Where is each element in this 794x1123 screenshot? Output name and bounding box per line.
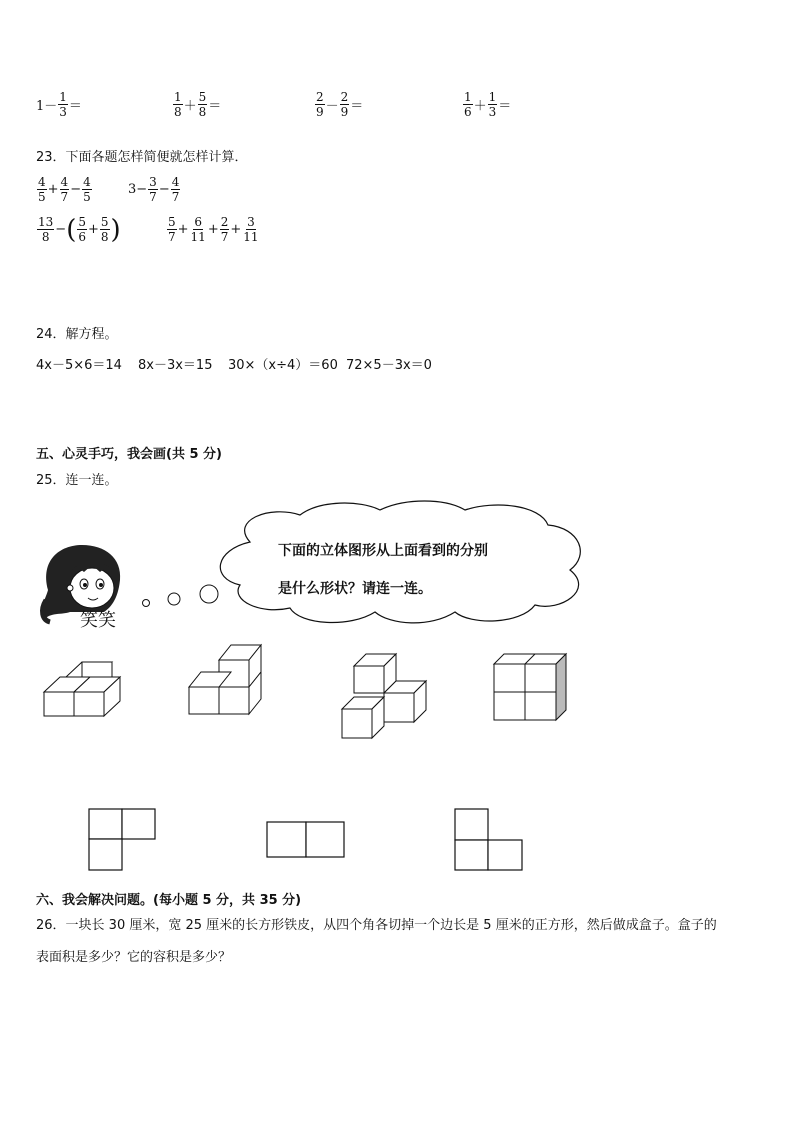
- question-26-line-2: 表面积是多少？它的容积是多少？: [36, 950, 232, 965]
- fraction: $\frac{2}{9}$: [340, 90, 349, 119]
- question-25-title: 25．连一连。: [36, 473, 118, 488]
- equation-4: 72×5－3x＝0: [346, 358, 432, 373]
- section-6-heading: 六、我会解决问题。(每小题 5 分，共 35 分): [36, 893, 302, 908]
- question-23-title: 23．下面各题怎样简便就怎样计算．: [36, 150, 248, 165]
- equation-3: 30×（x÷4）＝60: [228, 358, 338, 373]
- view-shape-1: [89, 809, 155, 870]
- operator: －: [325, 99, 339, 114]
- left-paren: (: [66, 214, 77, 245]
- view-shape-2: [267, 822, 344, 857]
- fraction: $\frac{1}{6}$: [464, 90, 472, 119]
- operator: ＋: [183, 99, 197, 114]
- fraction: $\frac{2}{9}$: [316, 90, 324, 119]
- right-paren: ): [110, 214, 121, 245]
- fraction: $\frac{1}{3}$: [488, 90, 497, 119]
- section-5-heading: 五、心灵手巧，我会画(共 5 分): [36, 447, 222, 462]
- view-shape-3: [455, 809, 522, 870]
- q23-expr-2: 3− $\frac{3}{7}$ − $\frac{4}{7}$: [128, 175, 180, 204]
- equals-sign: ＝: [208, 99, 222, 114]
- question-26-line-1: 26．一块长 30 厘米，宽 25 厘米的长方形铁皮，从四个角各切掉一个边长是 5 厘米的正方形，然后做成盒子。盒子的: [36, 918, 717, 933]
- equals-sign: ＝: [350, 99, 364, 114]
- equation-1: 4x－5×6＝14: [36, 358, 122, 373]
- q23-expr-1: $\frac{4}{5}$ + $\frac{4}{7}$ − $\frac{4}{5}$: [38, 175, 91, 204]
- expr-prefix: 1－: [36, 99, 58, 114]
- question-24-title: 24．解方程。: [36, 327, 118, 342]
- fraction: $\frac{1}{8}$: [174, 90, 182, 119]
- equals-sign: ＝: [498, 99, 512, 114]
- equation-2: 8x－3x＝15: [138, 358, 213, 373]
- q23-expr-3: $\frac{13}{8}$ − ( $\frac{5}{6}$ + $\frac{5}{8}$ ): [38, 214, 121, 245]
- bubble-text-line-1: 下面的立体图形从上面看到的分别: [278, 543, 488, 559]
- bubble-text-line-2: 是什么形状？请连一连。: [278, 581, 432, 597]
- q23-expr-4: $\frac{5}{7}$ + $\frac{6}{11}$ + $\frac{2}{7}$ + $\frac{3}{11}$: [168, 215, 259, 244]
- equals-sign: ＝: [68, 99, 82, 114]
- fraction: $\frac{5}{8}$: [198, 90, 207, 119]
- fraction: $\frac{1}{3}$: [59, 90, 67, 119]
- operator: ＋: [473, 99, 487, 114]
- character-name-label: 笑笑: [80, 610, 116, 631]
